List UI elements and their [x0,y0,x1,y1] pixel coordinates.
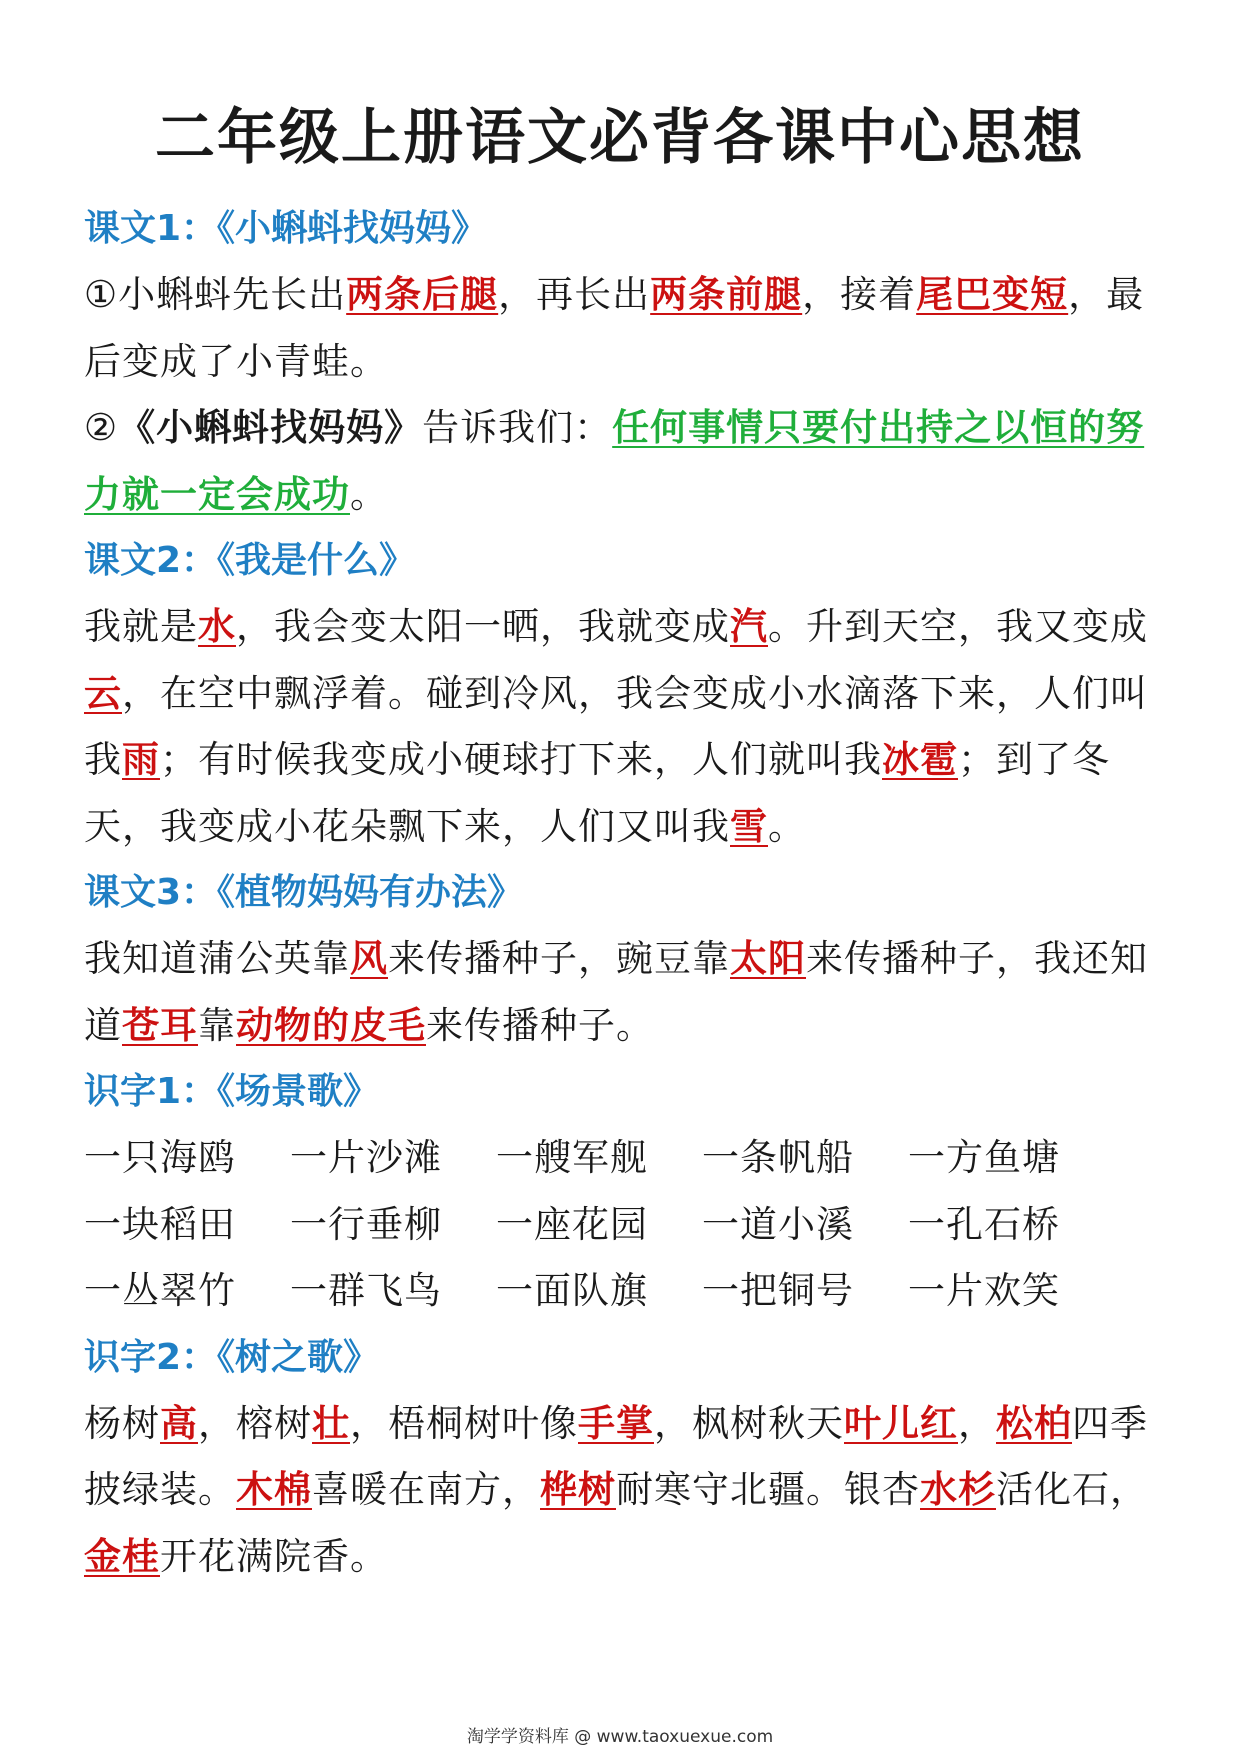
text: 来传播种子，我还知道 [84,937,1148,1047]
paragraph-5-1 [84,1391,1174,1591]
section-heading-3: 课文3：《植物妈妈有办法》 [84,872,524,913]
word-item: 一片欢笑 [908,1269,1060,1312]
section-heading-5: 识字2：《树之歌》 [84,1336,380,1378]
text: 来传播种子，豌豆靠 [388,937,730,980]
keyword: 桦树 [540,1468,616,1511]
keyword: 动物的皮毛 [236,1003,426,1047]
word-item: 一艘军舰 [496,1136,648,1179]
keyword: 风 [350,937,388,980]
keyword: 水杉 [920,1468,996,1511]
section-heading-4: 识字1：《场景歌》 [84,1071,380,1112]
word-item: 一孔石桥 [908,1202,1060,1246]
text: ，榕树 [198,1401,312,1445]
text: ，再长出 [498,273,651,316]
keyword: 水 [198,605,236,648]
text: ，最后变成了小青蛙。 [84,273,1145,383]
text: ，梧桐树叶像 [350,1401,578,1445]
text: 杨树 [84,1401,160,1445]
keyword: 云 [84,671,122,715]
word-item: 一座花园 [496,1202,648,1246]
text: 来传播种子。 [426,1003,654,1047]
word-item: 一只海鸥 [84,1136,236,1179]
text: ② [84,406,119,449]
footer-watermark: 淘学学资料库 @ www.taoxuexue.com [466,1727,774,1747]
word-item: 一群飞鸟 [290,1269,442,1312]
word-item: 一片沙滩 [290,1136,442,1179]
keyword: 尾巴变短 [916,273,1069,316]
text: 。升到天空，我又变成 [768,605,1148,648]
text: 我知道蒲公英靠 [84,937,350,980]
keyword: 两条前腿 [650,273,803,316]
text: ，接着 [802,273,917,316]
keyword: 金桂 [84,1534,160,1578]
word-item: 一丛翠竹 [84,1269,236,1312]
central-idea: 任何事情只要付出持之以恒的努力就一定会成功 [84,406,1145,516]
text: ，枫树秋天 [654,1401,844,1445]
keyword: 松柏 [996,1401,1072,1445]
word-item: 一条帆船 [702,1136,854,1179]
word-item: 一行垂柳 [290,1202,442,1246]
word-item: 一道小溪 [702,1202,854,1246]
text: ；有时候我变成小硬球打下来，人们就叫我 [160,738,882,781]
keyword: 雨 [122,738,160,781]
keyword: 雪 [730,804,768,848]
text: ①小蝌蚪先长出 [84,273,347,316]
keyword: 两条后腿 [346,273,499,316]
keyword: 太阳 [730,937,806,980]
word-item: 一块稻田 [84,1202,236,1246]
word-item: 一面队旗 [496,1269,648,1312]
section-heading-1: 课文1：《小蝌蚪找妈妈》 [84,208,488,249]
paragraph-3-1 [84,926,1174,1059]
text: ；到了冬天，我变成小花朵飘下来，人们又叫我 [84,738,1110,848]
keyword: 手掌 [578,1401,654,1445]
word-item: 一把铜号 [702,1269,854,1312]
text: 活化石， [996,1468,1148,1511]
text: 我就是 [84,605,198,648]
content [84,196,1174,1590]
text: 。 [350,472,388,516]
keyword: 苍耳 [122,1003,198,1047]
text: 告诉我们： [422,406,613,449]
text: ， [958,1401,996,1445]
paragraph-1-1 [84,262,1174,395]
word-item: 一方鱼塘 [908,1136,1060,1179]
text: 靠 [198,1003,236,1047]
page-title: 二年级上册语文必背各课中心思想 [155,103,1085,173]
paragraph-1-2 [84,395,1174,528]
text: ，在空中飘浮着。碰到冷风，我会变成小水滴落下来，人们叫我 [84,671,1148,781]
section-heading-2: 课文2：《我是什么》 [84,540,416,581]
text: 喜暖在南方， [312,1468,540,1511]
text: 。 [768,804,806,848]
book-title: 《小蝌蚪找妈妈》 [118,406,423,449]
word-grid [84,1125,1174,1325]
keyword: 木棉 [236,1468,312,1511]
keyword: 高 [160,1401,198,1445]
keyword: 壮 [312,1401,350,1445]
keyword: 汽 [730,605,768,648]
text: 四季披绿装。 [84,1401,1148,1511]
text: 耐寒守北疆。银杏 [616,1468,920,1511]
keyword: 冰雹 [882,738,958,781]
text: ，我会变太阳一晒，我就变成 [236,605,730,648]
text: 开花满院香。 [160,1534,388,1578]
keyword: 叶儿红 [844,1401,958,1445]
paragraph-2-1 [84,594,1174,860]
